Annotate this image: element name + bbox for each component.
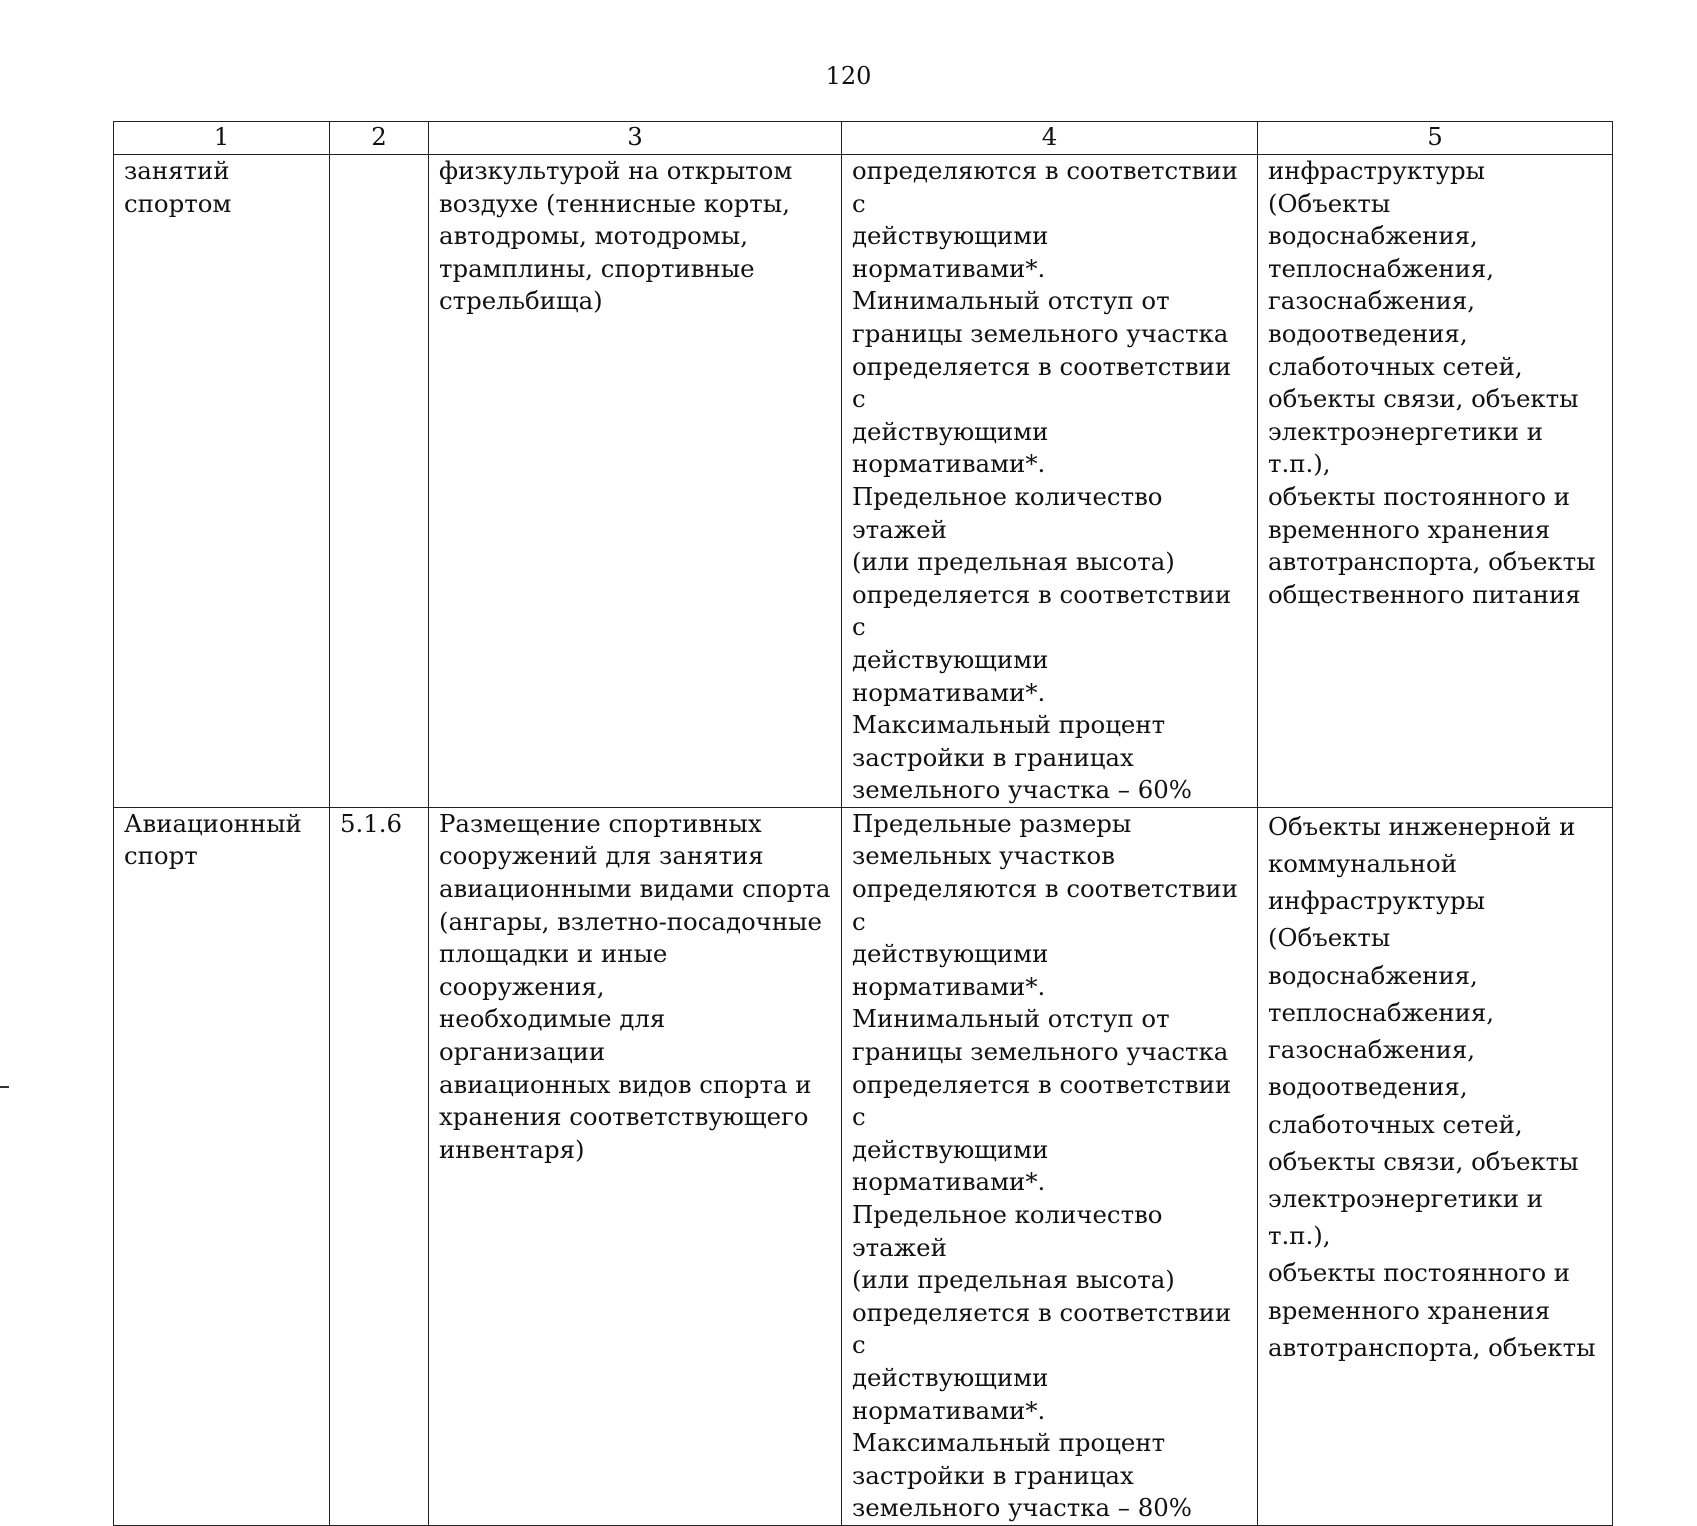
auxiliary-uses-cell xyxy=(1258,807,1613,1525)
land-use-table xyxy=(113,121,1613,1526)
use-type-name: занятий спортом xyxy=(124,156,232,218)
use-type-name: Авиационный спорт xyxy=(124,808,302,871)
header-col-4: 4 xyxy=(842,122,1258,155)
auxiliary-uses-cell xyxy=(1258,155,1613,808)
auxiliary-uses-text: Объекты инженерной и коммунальной инфраструктуры (Объекты водоснабжения, теплоснабжения, газоснабжения, водоотведения, слаботочных сетей, объекты связи, объекты электроэнергетики и т.п.), объекты постоянного и временного хранения автотранспорта, объекты xyxy=(1268,811,1596,1362)
header-col-2: 2 xyxy=(330,122,429,155)
parameters-text: Предельные размеры земельных участков определяются в соответствии с действующими нормативами*. Минимальный отступ от границы земельного участка определяется в соответствии с действующими нормативами*. Предельное количество этажей (или предельная высота) определяется в соответствии с действующими нормативами*. Максимальный процент застройки в границах земельного участка – 80% xyxy=(852,808,1238,1523)
parameters-cell xyxy=(842,807,1258,1525)
parameters-text: определяются в соответствии с действующими нормативами*. Минимальный отступ от границы земельного участка определяется в соответствии с действующими нормативами*. Предельное количество этажей (или предельная высота) определяется в соответствии с действующими нормативами*. Максимальный процент застройки в границах земельного участка – 60% xyxy=(852,156,1238,805)
header-row xyxy=(114,122,1613,155)
auxiliary-uses-text: инфраструктуры (Объекты водоснабжения, теплоснабжения, газоснабжения, водоотведения, слаботочных сетей, объекты связи, объекты электроэнергетики и т.п.), объекты постоянного и временного хранения автотранспорта, объекты общественного питания xyxy=(1268,156,1596,609)
use-type-description-cell xyxy=(429,155,842,808)
use-type-description: Размещение спортивных сооружений для занятия авиационными видами спорта (ангары, взлетно-посадочные площадки и иные сооружения, необходимые для организации авиационных видов спорта и хранения соответствующего инвентаря) xyxy=(439,808,831,1164)
header-col-3: 3 xyxy=(429,122,842,155)
table-row xyxy=(114,807,1613,1525)
use-type-description: физкультурой на открытом воздухе (теннисные корты, автодромы, мотодромы, трамплины, спортивные стрельбища) xyxy=(439,156,793,316)
header-col-5: 5 xyxy=(1258,122,1613,155)
use-type-name-cell xyxy=(114,155,330,808)
table-row xyxy=(114,155,1613,808)
use-type-code-cell xyxy=(330,807,429,1525)
use-type-description-cell xyxy=(429,807,842,1525)
use-type-code: 5.1.6 xyxy=(340,808,403,838)
use-type-code-cell xyxy=(330,155,429,808)
margin-mark xyxy=(0,1086,9,1088)
header-col-1: 1 xyxy=(114,122,330,155)
parameters-cell xyxy=(842,155,1258,808)
page-number: 120 xyxy=(825,62,872,90)
use-type-name-cell xyxy=(114,807,330,1525)
